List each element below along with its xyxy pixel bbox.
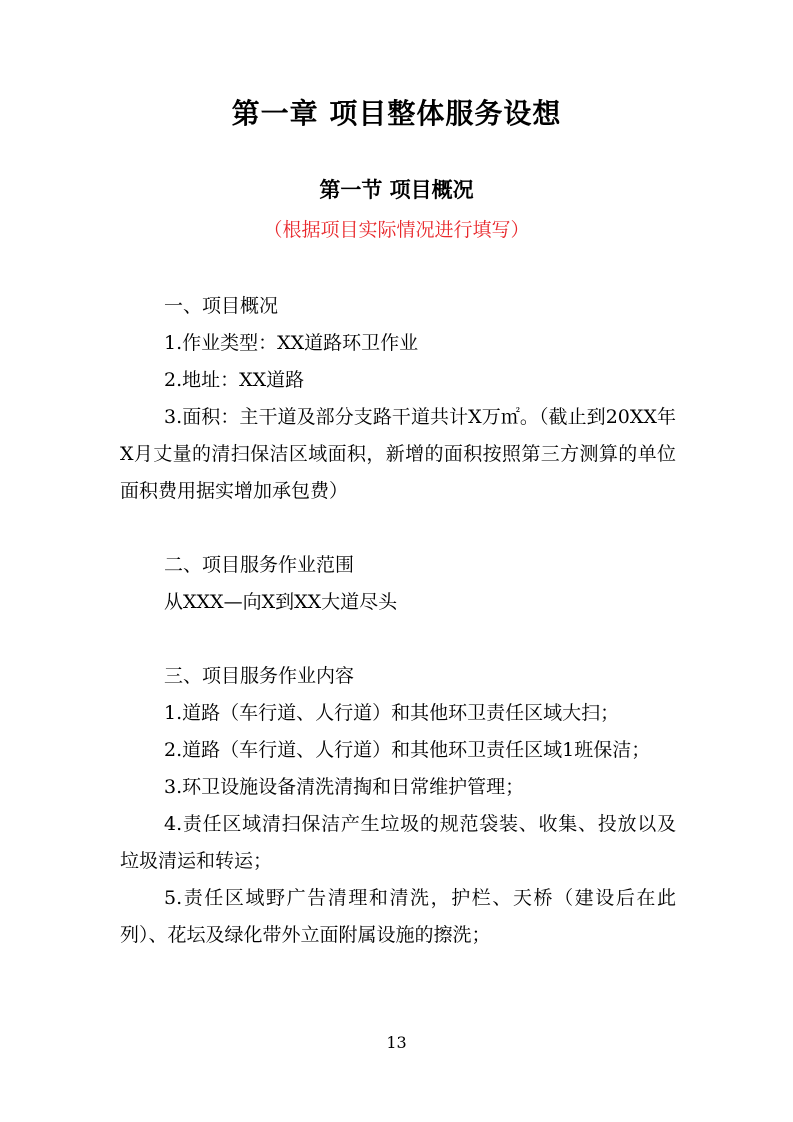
paragraph-spacer — [120, 510, 676, 547]
paragraph-content-item-3: 3.环卫设施设备清洗清掏和日常维护管理； — [164, 776, 525, 798]
chapter-title: 第一章 项目整体服务设想 — [231, 97, 562, 130]
heading-service-scope: 二、项目服务作业范围 — [164, 554, 355, 576]
paragraph-content-item-1: 1.道路（车行道、人行道）和其他环卫责任区域大扫； — [164, 702, 620, 724]
page-number: 13 — [386, 1033, 407, 1052]
section-title: 第一节 项目概况 — [319, 177, 474, 202]
section-note: （根据项目实际情况进行填写） — [263, 219, 530, 241]
paragraph-scope-range: 从XXX—向X到XX大道尽头 — [164, 591, 398, 613]
paragraph-address: 2.地址：XX道路 — [164, 369, 305, 391]
heading-project-overview: 一、项目概况 — [164, 295, 279, 317]
paragraph-work-type: 1.作业类型：XX道路环卫作业 — [164, 332, 419, 354]
paragraph-spacer — [120, 621, 676, 658]
paragraph-content-item-2: 2.道路（车行道、人行道）和其他环卫责任区域1班保洁； — [164, 739, 651, 761]
paragraph-content-item-4: 4.责任区域清扫保洁产生垃圾的规范袋装、收集、投放以及垃圾清运和转运； — [120, 813, 676, 872]
heading-service-content: 三、项目服务作业内容 — [164, 665, 355, 687]
paragraph-content-item-5: 5.责任区域野广告清理和清洗，护栏、天桥（建设后在此列）、花坛及绿化带外立面附属设施的擦洗； — [120, 887, 676, 946]
document-body — [120, 288, 676, 954]
paragraph-area: 3.面积：主干道及部分支路干道共计X万㎡。（截止到20XX年X月丈量的清扫保洁区域面积，新增的面积按照第三方测算的单位面积费用据实增加承包费） — [120, 406, 676, 502]
